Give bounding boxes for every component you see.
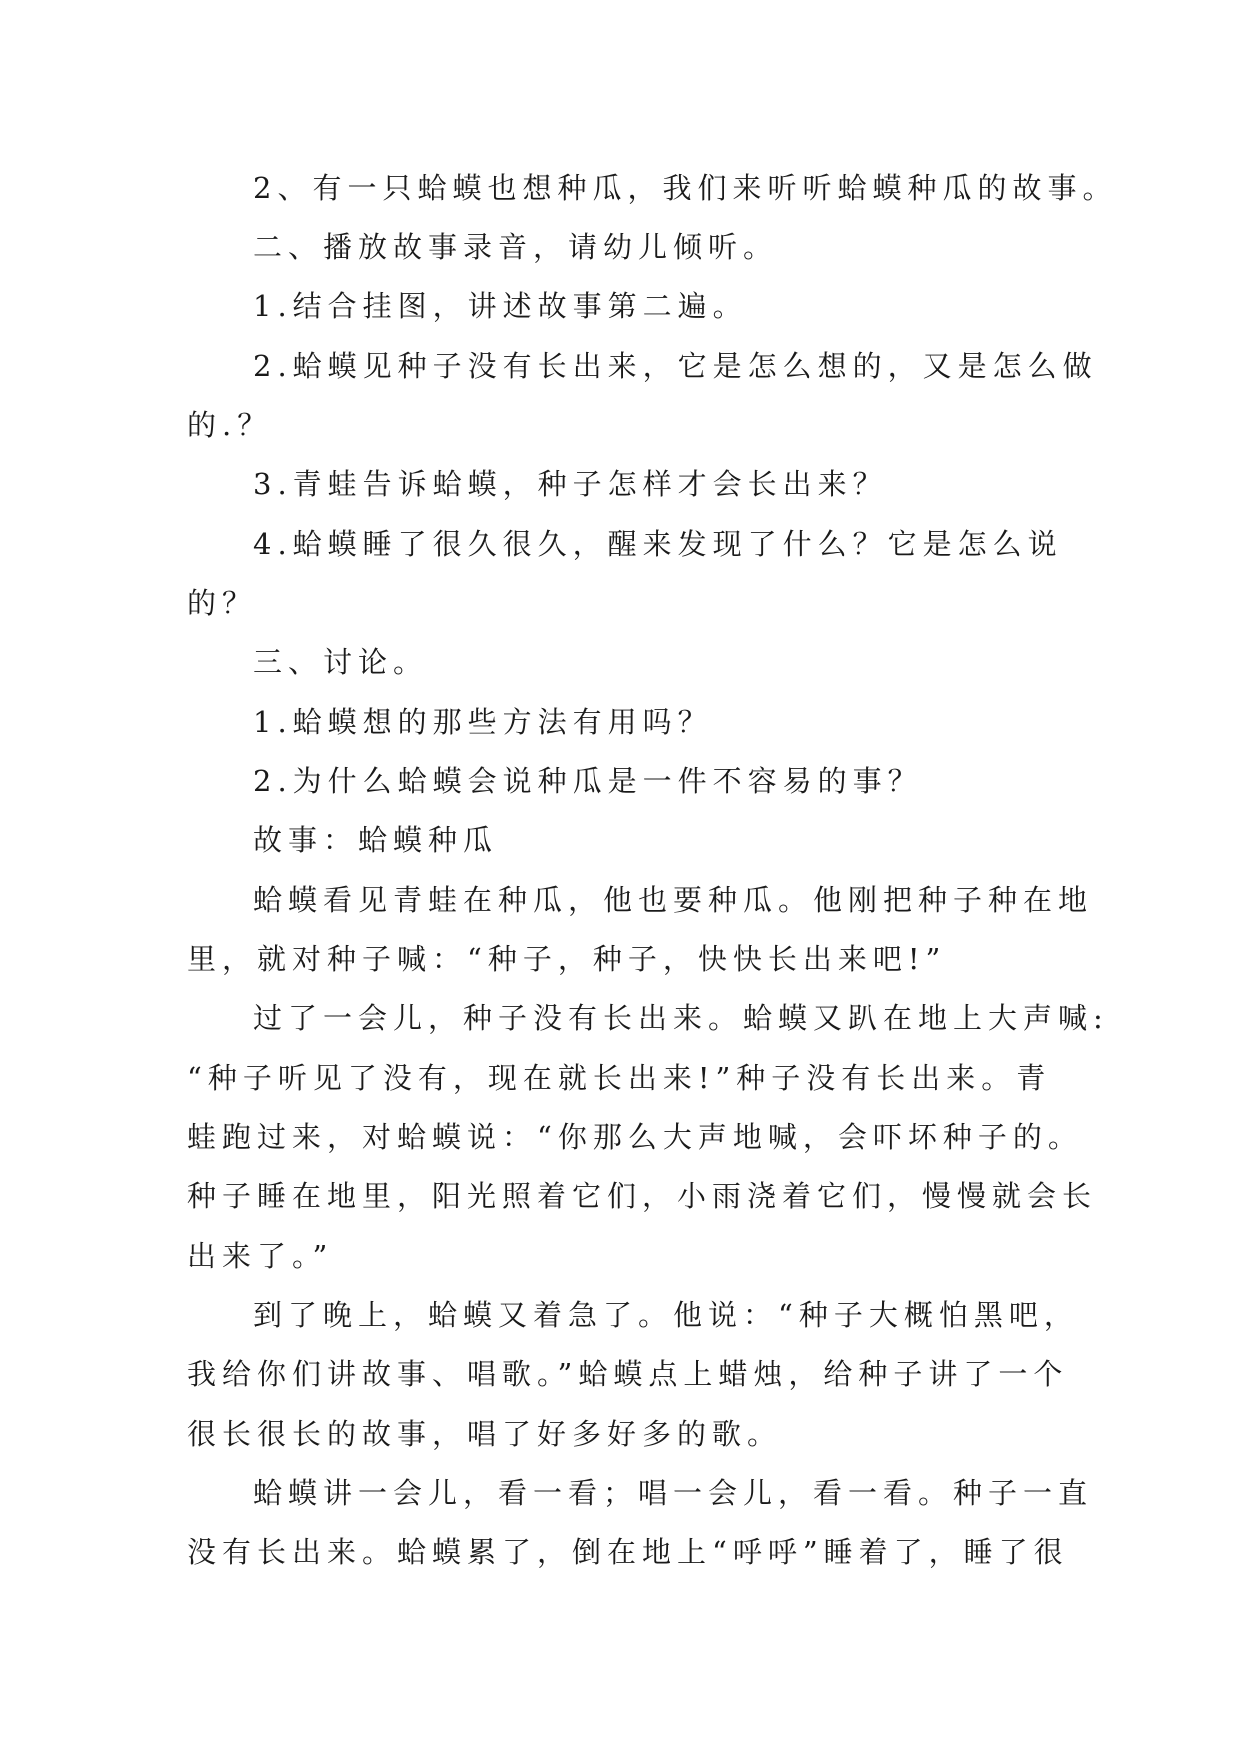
text-line: 2.为什么蛤蟆会说种瓜是一件不容易的事？ (253, 764, 923, 798)
text-line: 3.青蛙告诉蛤蟆，种子怎样才会长出来？ (253, 467, 888, 501)
text-line: 种子睡在地里，阳光照着它们，小雨浇着它们，慢慢就会长 (187, 1179, 1098, 1213)
text-line: 1.蛤蟆想的那些方法有用吗？ (253, 705, 713, 739)
text-line: 2.蛤蟆见种子没有长出来，它是怎么想的，又是怎么做 (253, 349, 1098, 383)
section-heading: 三、讨论。 (253, 645, 429, 679)
text-line: 到了晚上，蛤蟆又着急了。他说：“种子大概怕黑吧， (253, 1298, 1079, 1332)
text-line: “种子听见了没有，现在就长出来!”种子没有长出来。青 (187, 1061, 1052, 1095)
text-line: 蛙跑过来，对蛤蟆说：“你那么大声地喊，会吓坏种子的。 (187, 1120, 1083, 1154)
text-line: 的？ (187, 586, 258, 620)
text-line: 的.？ (187, 408, 273, 442)
story-title: 故事：蛤蟆种瓜 (253, 823, 499, 857)
text-line: 蛤蟆看见青蛙在种瓜，他也要种瓜。他刚把种子种在地 (253, 883, 1094, 917)
text-line: 2、有一只蛤蟆也想种瓜，我们来听听蛤蟆种瓜的故事。 (253, 171, 1118, 205)
text-line: 里，就对种子喊：“种子，种子，快快长出来吧!” (187, 942, 947, 976)
text-line: 没有长出来。蛤蟆累了，倒在地上“呼呼”睡着了，睡了很 (187, 1535, 1069, 1569)
section-heading: 二、播放故事录音，请幼儿倾听。 (253, 230, 779, 264)
text-line: 过了一会儿，种子没有长出来。蛤蟆又趴在地上大声喊: (253, 1001, 1109, 1035)
text-line: 很长很长的故事，唱了好多好多的歌。 (187, 1417, 783, 1451)
text-line: 我给你们讲故事、唱歌。”蛤蟆点上蜡烛，给种子讲了一个 (187, 1357, 1069, 1391)
text-line: 蛤蟆讲一会儿，看一看；唱一会儿，看一看。种子一直 (253, 1476, 1094, 1510)
text-line: 出来了。” (187, 1239, 334, 1273)
text-line: 1.结合挂图，讲述故事第二遍。 (253, 289, 748, 323)
text-line: 4.蛤蟆睡了很久很久，醒来发现了什么？它是怎么说 (253, 527, 1063, 561)
